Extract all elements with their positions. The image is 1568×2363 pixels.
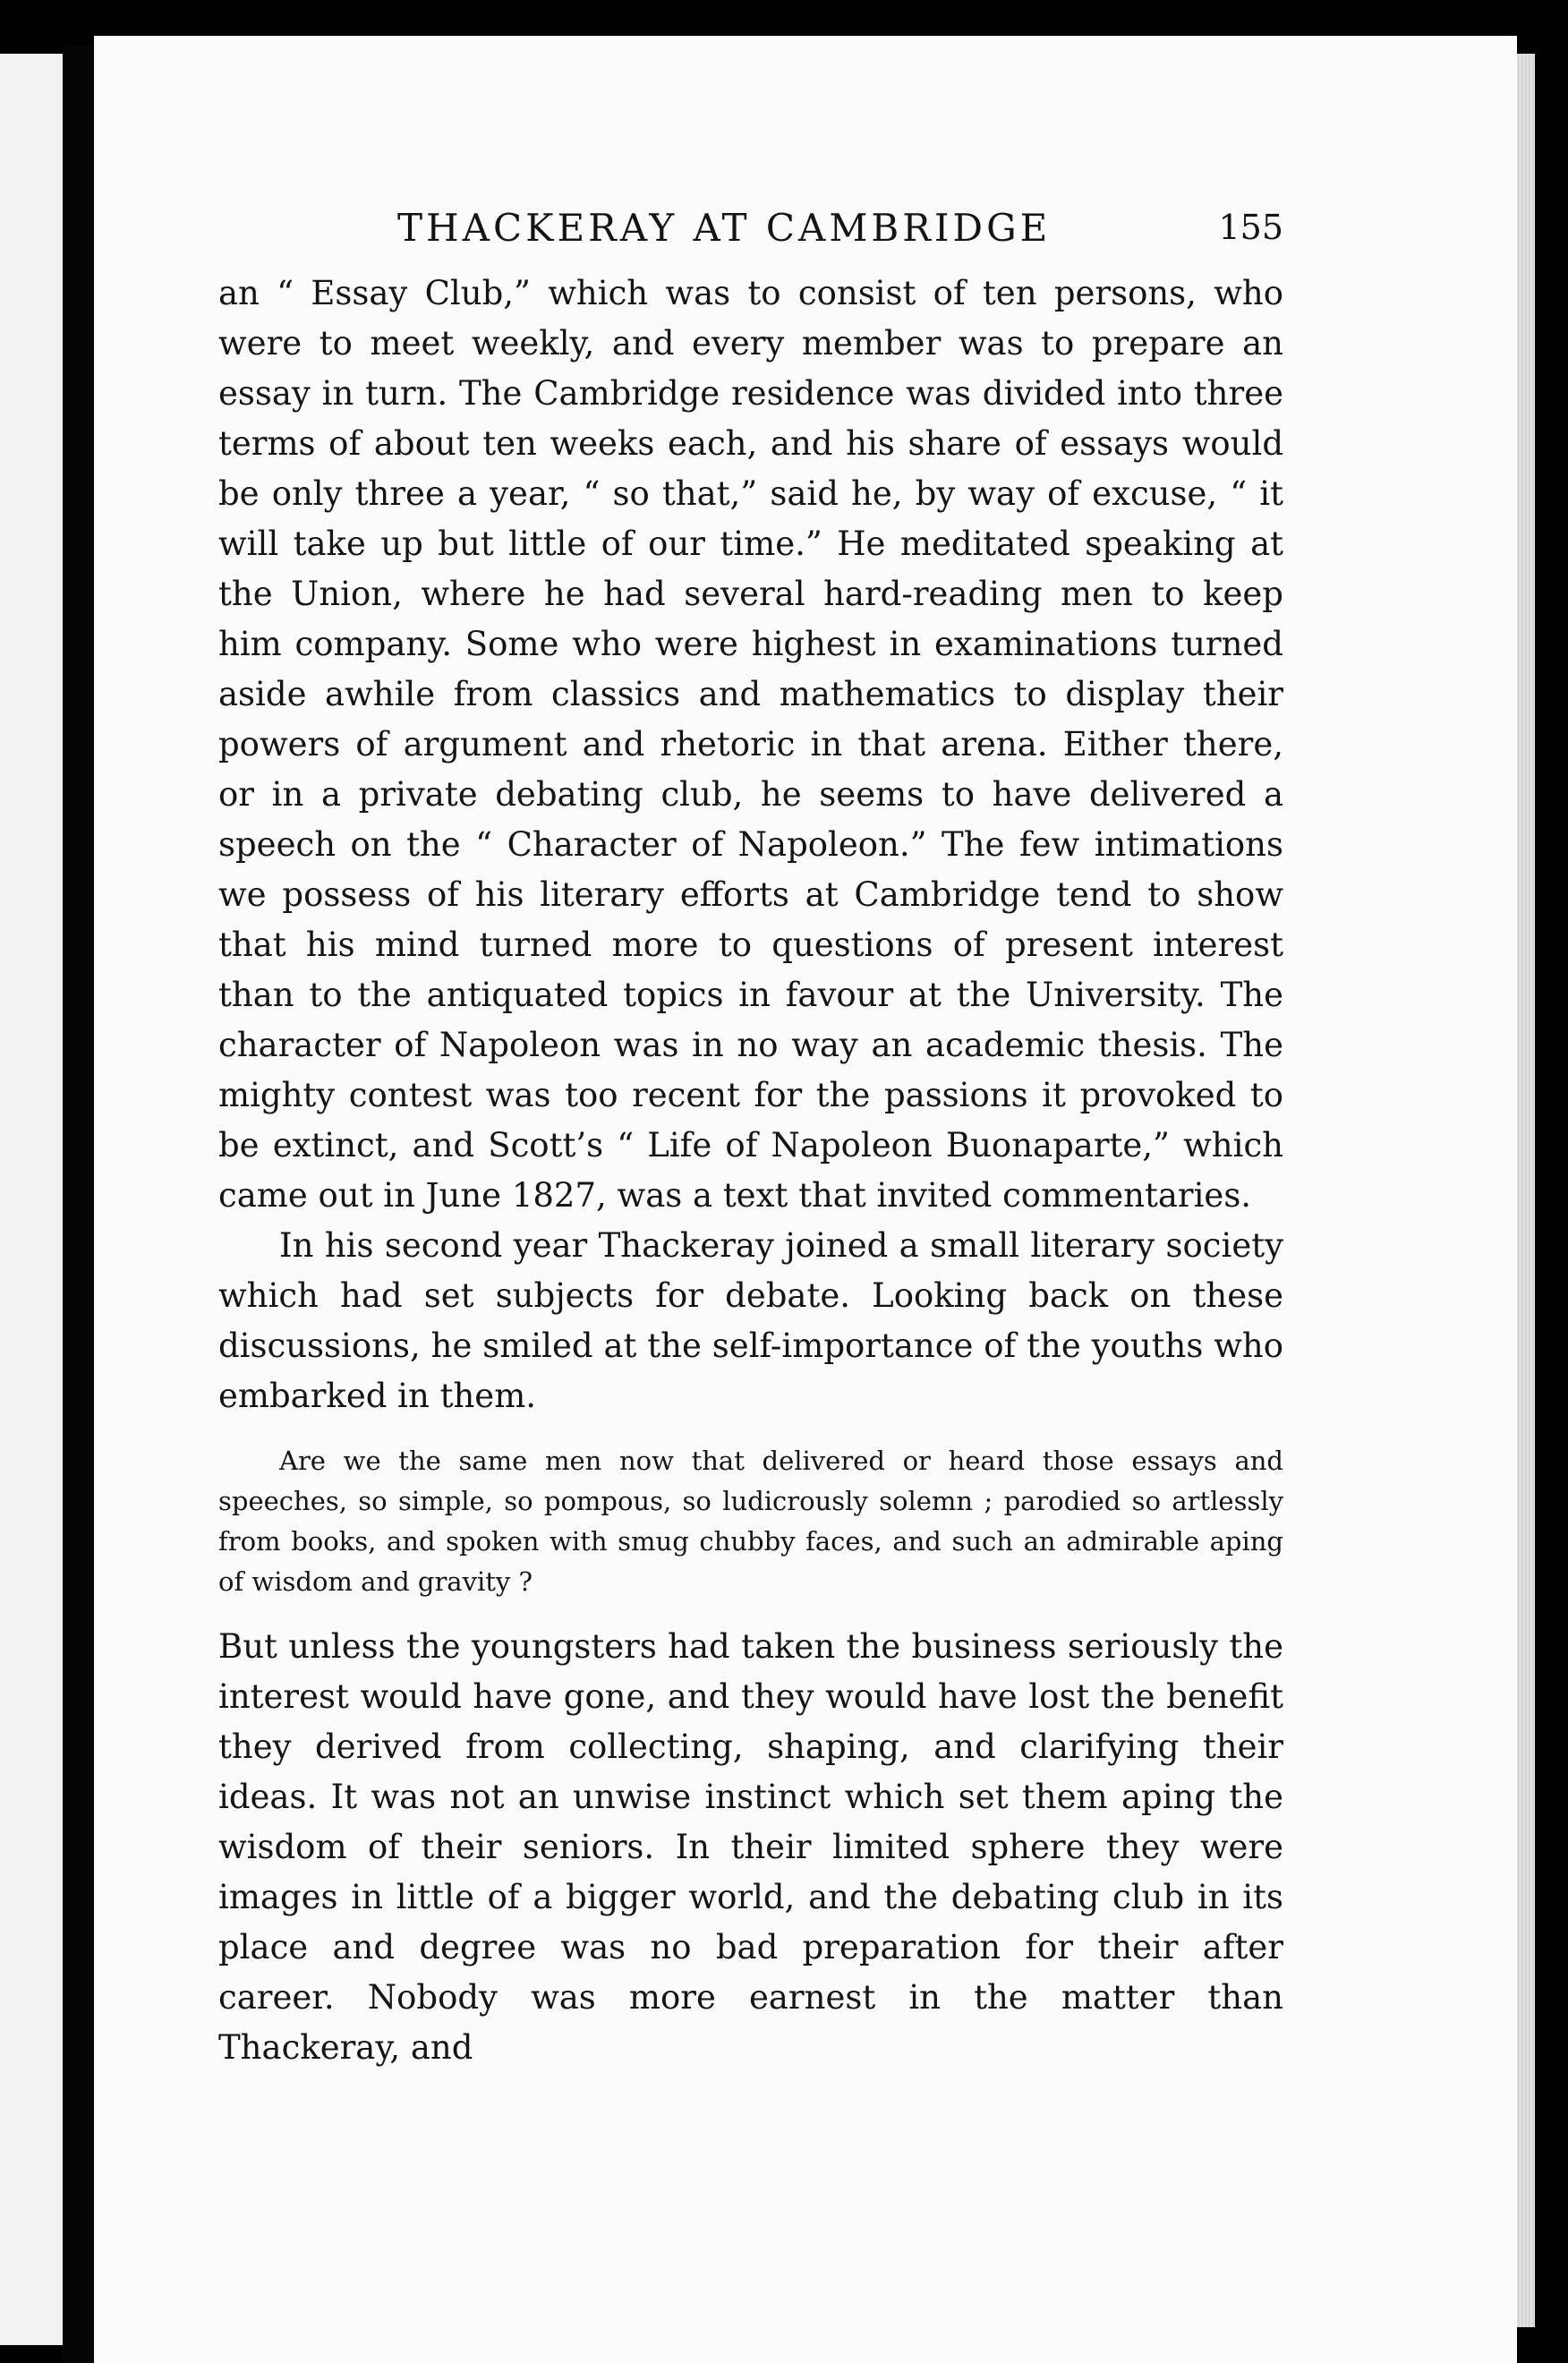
- binding-gutter: [63, 45, 94, 2363]
- text-block: [218, 206, 1283, 2073]
- paragraph-debating-club: But unless the youngsters had taken the business seriously the interest would have gone, and they would have lost the benefit they derived from collecting, shaping, and clarifying their ideas. It was not an unwise instinct which set them aping the wisdom of their seniors. In their limited sphere they were images in little of a bigger world, and the debating club in its place and degree was no bad preparation for their after career. Nobody was more earnest in the matter than Thackeray, and: [218, 1627, 1283, 2067]
- block-quotation: Are we the same men now that delivered or heard those essays and speeches, so simple, so pompous, so ludicrously solemn ; parodied so artlessly from books, and spoken with smug chubby faces, and such an admirable aping of wisdom and gravity ?: [218, 1446, 1283, 1597]
- page-number: 155: [1218, 208, 1283, 247]
- facing-page-edge: [0, 54, 63, 2345]
- paragraph-literary-society: In his second year Thackeray joined a small literary society which had set subjects for debate. Looking back on these discussions, he smiled at the self-importance of the youths who embarked in them.: [218, 1226, 1283, 1415]
- running-title: THACKERAY AT CAMBRIDGE: [397, 206, 1052, 250]
- paragraph-essay-club: an “ Essay Club,” which was to consist of ten persons, who were to meet weekly, and every member was to prepare an essay in turn. The Cambridge residence was divided into three terms of about ten weeks each, and his share of essays would be only three a year, “ so that,” said he, by way of excuse, “ it will take up but little of our time.” He meditated speaking at the Union, where he had several hard-reading men to keep him company. Some who were highest in examinations turned aside awhile from classics and mathematics to display their powers of argument and rhetoric in that arena. Either there, or in a private debating club, he seems to have delivered a speech on the “ Character of Napoleon.” The few intimations we possess of his literary efforts at Cambridge tend to show that his mind turned more to questions of present interest than to the antiquated topics in favour at the University. The character of Napoleon was in no way an academic thesis. The mighty contest was too recent for the passions it provoked to be extinct, and Scott’s “ Life of Napoleon Buonaparte,” which came out in June 1827, was a text that invited commentaries.: [218, 274, 1283, 1215]
- running-head: [218, 206, 1283, 269]
- page-stack-edges: [1517, 54, 1535, 2327]
